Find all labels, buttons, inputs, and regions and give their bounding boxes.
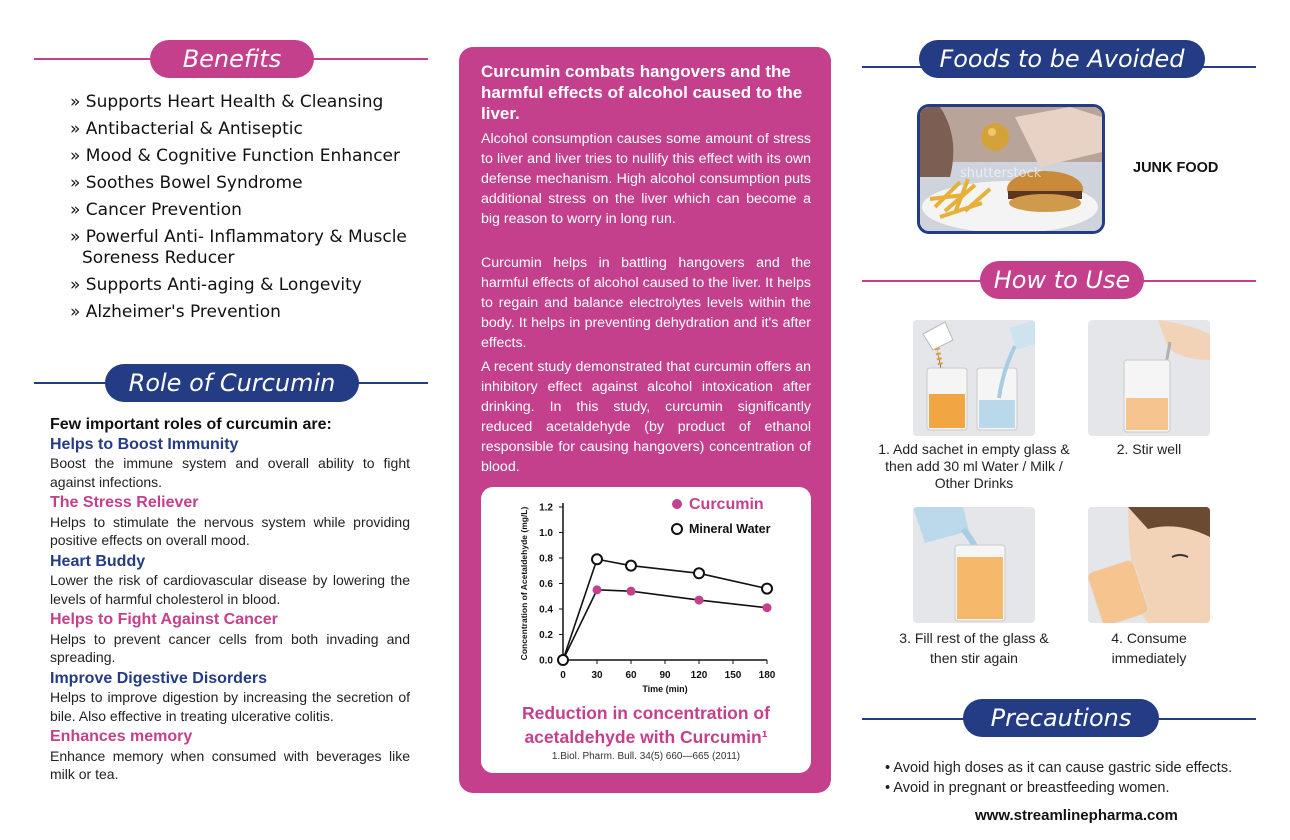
step-2-label: 2. Stir well bbox=[1116, 441, 1182, 457]
benefit-item: » Soothes Bowel Syndrome bbox=[70, 173, 303, 193]
avoid-title: Foods to be Avoided bbox=[919, 40, 1205, 78]
legend-label: Curcumin bbox=[689, 496, 764, 513]
legend-marker bbox=[672, 499, 682, 509]
step-2-image bbox=[1088, 320, 1210, 436]
benefit-item: » Powerful Anti- Inflammatory & Muscle Soreness Reducer bbox=[70, 227, 407, 268]
website-url[interactable]: www.streamlinepharma.com bbox=[975, 807, 1178, 824]
chart-caption: Reduction in concentration of acetaldehyde with Curcumin¹ bbox=[522, 703, 770, 747]
y-tick-label: 0.0 bbox=[539, 655, 553, 667]
benefit-item: » Alzheimer's Prevention bbox=[70, 302, 281, 322]
x-tick-label: 180 bbox=[758, 670, 776, 681]
acetaldehyde-chart-card bbox=[481, 487, 811, 773]
y-tick-label: 0.4 bbox=[539, 604, 553, 616]
role-section bbox=[50, 416, 410, 787]
data-point bbox=[763, 603, 772, 612]
role-heading: Helps to Boost Immunity bbox=[50, 435, 239, 453]
data-point bbox=[694, 568, 704, 578]
role-description: Helps to stimulate the nervous system while providing positive effects on overall mood. bbox=[50, 513, 410, 548]
step-3-label: 3. Fill rest of the glass & then stir again bbox=[899, 630, 1049, 666]
y-tick-label: 0.8 bbox=[539, 553, 553, 565]
role-description: Enhance memory when consumed with beverages like milk or tea. bbox=[50, 747, 410, 782]
data-point bbox=[695, 596, 704, 605]
role-heading: The Stress Reliever bbox=[50, 494, 199, 511]
benefits-list bbox=[70, 92, 430, 329]
x-tick-label: 150 bbox=[724, 670, 742, 681]
x-tick-label: 60 bbox=[625, 670, 637, 681]
precautions-list bbox=[885, 758, 1232, 798]
precaution-item: • Avoid high doses as it can cause gastric side effects. bbox=[885, 760, 1233, 776]
step-1-label: 1. Add sachet in empty glass & then add 30 ml Water / Milk / Other Drinks bbox=[878, 441, 1070, 491]
legend-marker bbox=[672, 524, 682, 534]
step-3-image bbox=[913, 507, 1035, 623]
x-tick-label: 30 bbox=[591, 670, 603, 681]
data-point bbox=[558, 655, 568, 665]
hangover-panel bbox=[459, 47, 831, 793]
y-axis-label: Concentration of Acetaldehyde (mg/L) bbox=[519, 506, 529, 661]
role-description: Boost the immune system and overall ability to fight against infections. bbox=[50, 455, 410, 490]
role-title: Role of Curcumin bbox=[105, 364, 359, 402]
x-tick-label: 0 bbox=[560, 670, 566, 681]
x-tick-label: 120 bbox=[690, 670, 708, 681]
data-point bbox=[627, 587, 636, 596]
role-intro: Few important roles of curcumin are: bbox=[50, 416, 332, 433]
panel-paragraph-1: Alcohol consumption causes some amount of stress to liver and liver tries to nullify this effect with its own defense mechanism. High alcohol consumption puts additional stress on the liver which can become a big reason to worry in long run. bbox=[481, 131, 811, 227]
y-tick-label: 1.0 bbox=[539, 528, 553, 539]
benefit-item: » Supports Anti-aging & Longevity bbox=[70, 275, 362, 295]
role-description: Helps to prevent cancer cells from both invading and spreading. bbox=[50, 630, 410, 665]
step-4-label: 4. Consume immediately bbox=[1111, 630, 1187, 666]
panel-paragraph-3: A recent study demonstrated that curcumin offers an inhibitory effect against alcohol intoxication after drinking. In this study, curcumin significantly reduced acetaldehyde (by product of ethanol responsible for causing hangovers) concentration of blood. bbox=[481, 359, 811, 475]
role-description: Helps to improve digestion by increasing the secretion of bile. Also effective in treating ulcerative colitis. bbox=[50, 689, 410, 724]
y-tick-label: 0.2 bbox=[539, 630, 553, 641]
image-watermark: shutterstock bbox=[960, 166, 1042, 181]
data-point bbox=[762, 584, 772, 594]
panel-paragraph-2: Curcumin helps in battling hangovers and the harmful effects of alcohol caused to the liver. It helps to regain and balance electrolytes levels within the body. It helps in preventing dehydration and it's after effects. bbox=[481, 255, 811, 351]
y-tick-label: 0.6 bbox=[539, 579, 553, 590]
x-axis-label: Time (min) bbox=[642, 684, 688, 694]
chart-reference: 1.Biol. Pharm. Bull. 34(5) 660—665 (2011) bbox=[551, 751, 741, 762]
role-heading: Improve Digestive Disorders bbox=[50, 669, 267, 687]
data-point bbox=[593, 585, 602, 594]
role-heading: Enhances memory bbox=[50, 728, 193, 745]
role-heading: Helps to Fight Against Cancer bbox=[50, 611, 278, 628]
data-point bbox=[592, 554, 602, 564]
data-point bbox=[626, 561, 636, 571]
benefit-item: » Cancer Prevention bbox=[70, 200, 242, 220]
legend-label: Mineral Water bbox=[689, 522, 771, 536]
benefit-item: » Antibacterial & Antiseptic bbox=[70, 119, 303, 139]
series-line-curcumin bbox=[563, 590, 767, 660]
howto-title: How to Use bbox=[980, 261, 1144, 299]
step-1-image bbox=[913, 320, 1035, 436]
panel-title: Curcumin combats hangovers and the harmful effects of alcohol caused to the liver. bbox=[481, 62, 803, 123]
precautions-title: Precautions bbox=[963, 699, 1159, 737]
acetaldehyde-line-chart bbox=[481, 487, 811, 702]
benefit-item: » Supports Heart Health & Cleansing bbox=[70, 92, 384, 112]
role-description: Lower the risk of cardiovascular disease by lowering the levels of harmful cholesterol in blood. bbox=[50, 572, 410, 607]
benefits-title: Benefits bbox=[150, 40, 314, 78]
junk-food-image bbox=[917, 104, 1105, 234]
series-line-mineral-water bbox=[563, 559, 767, 660]
y-tick-label: 1.2 bbox=[539, 502, 553, 514]
benefit-item: » Mood & Cognitive Function Enhancer bbox=[70, 146, 400, 166]
x-tick-label: 90 bbox=[659, 670, 671, 681]
precaution-item: • Avoid in pregnant or breastfeeding women. bbox=[885, 780, 1170, 796]
junk-food-label: JUNK FOOD bbox=[1133, 160, 1219, 176]
role-heading: Heart Buddy bbox=[50, 552, 146, 570]
step-4-image bbox=[1088, 507, 1210, 623]
